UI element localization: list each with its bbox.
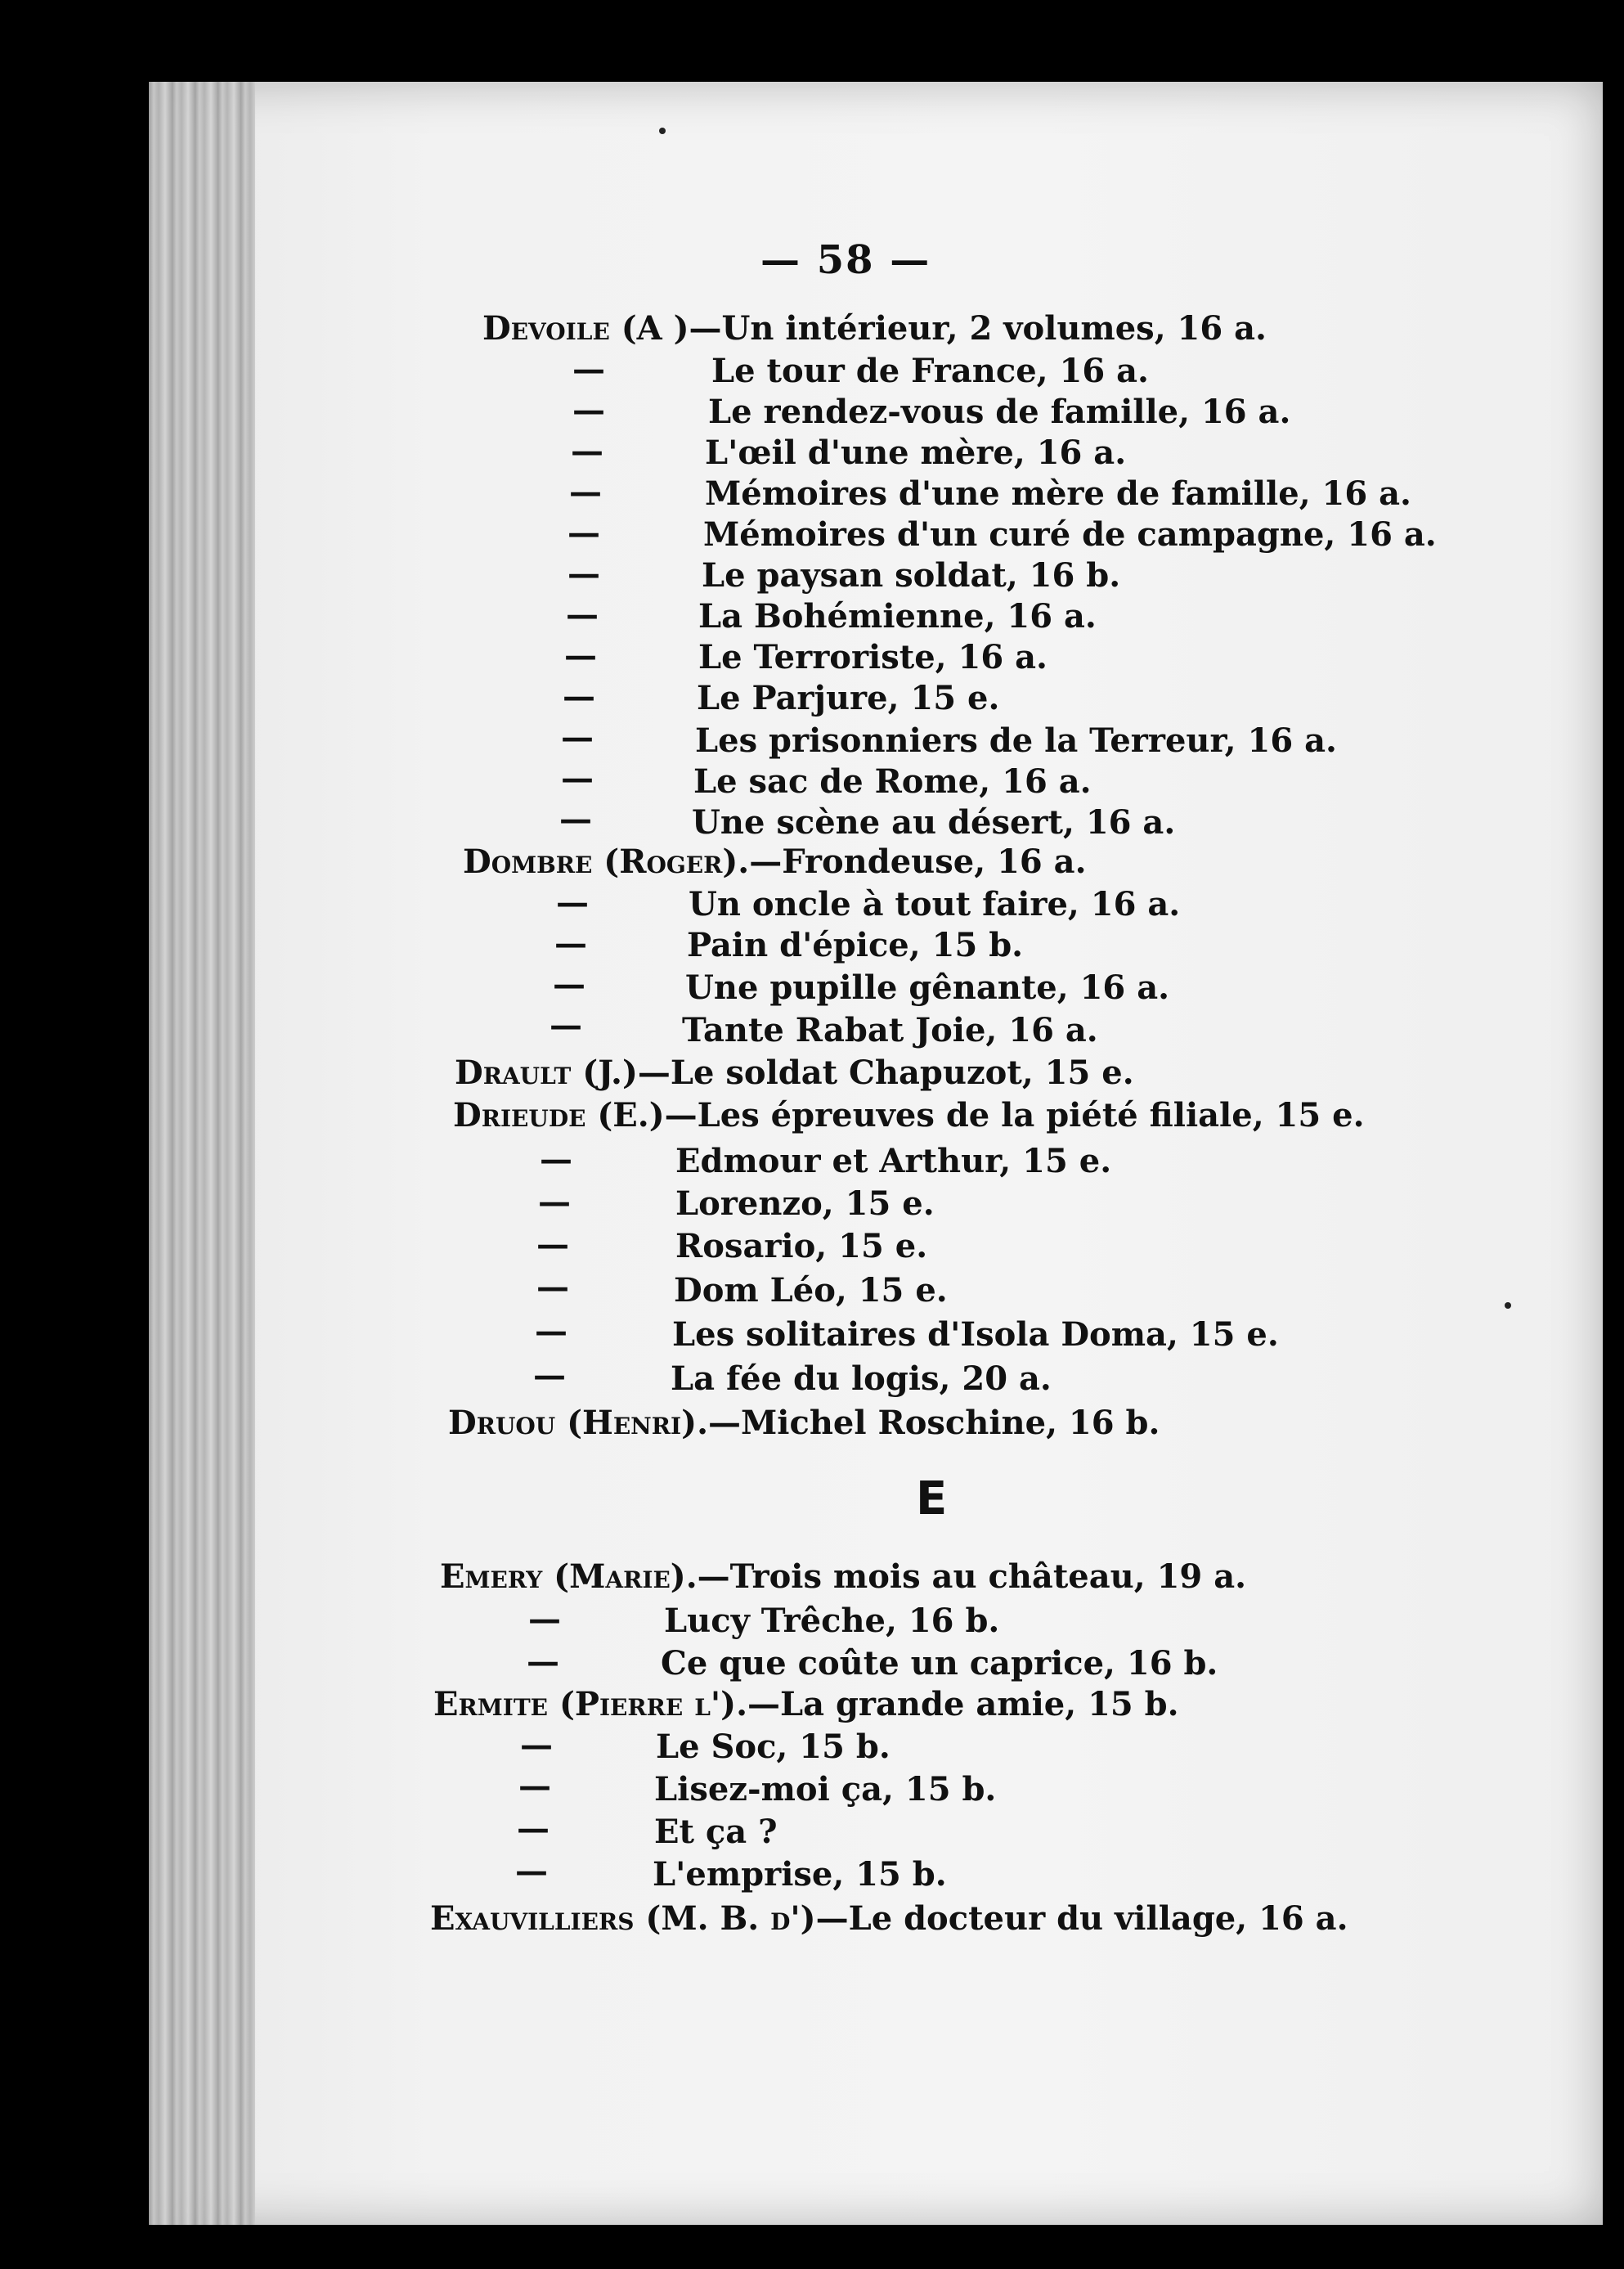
ditto-dash: — (536, 1268, 569, 1306)
catalog-entry (705, 434, 1126, 473)
ditto-dash: — (568, 555, 600, 593)
catalog-entry (697, 679, 999, 718)
ditto-dash: — (538, 1183, 571, 1221)
entry-author: Drault (J.) (455, 1054, 638, 1092)
entry-title: Pain d'épice, 15 b. (687, 926, 1024, 964)
catalog-entry (671, 1359, 1052, 1399)
entry-title: Ce que coûte un caprice, 16 b. (661, 1644, 1218, 1683)
entry-title: —Le docteur du village, 16 a. (815, 1899, 1348, 1938)
ditto-dash: — (553, 965, 585, 1004)
page-number: — 58 — (760, 237, 931, 283)
catalog-entry (654, 1770, 996, 1809)
ditto-dash: — (517, 1809, 550, 1848)
ditto-dash: — (554, 924, 587, 963)
entry-title: Un oncle à tout faire, 16 a. (689, 885, 1181, 923)
catalog-entry (689, 885, 1180, 924)
catalog-entry (672, 1315, 1279, 1355)
ditto-dash: — (564, 636, 597, 675)
catalog-entry (653, 1855, 947, 1894)
ink-speck (1505, 1302, 1511, 1309)
ditto-dash: — (527, 1642, 559, 1681)
entry-title: Lorenzo, 15 e. (675, 1184, 935, 1223)
entry-title: Et ça ? (654, 1813, 778, 1851)
entry-title: La Bohémienne, 16 a. (698, 597, 1097, 636)
catalog-entry (698, 638, 1048, 677)
ditto-dash: — (572, 391, 605, 429)
ink-speck (659, 128, 666, 134)
catalog-entry (661, 1644, 1218, 1683)
ditto-dash: — (561, 718, 594, 757)
entry-title: Edmour et Arthur, 15 e. (675, 1142, 1112, 1180)
entry-title: L'emprise, 15 b. (653, 1855, 947, 1894)
catalog-entry (693, 762, 1092, 802)
ditto-dash: — (515, 1852, 548, 1890)
entry-author: Emery (Marie) (440, 1557, 686, 1596)
catalog-entry (430, 1899, 1348, 1939)
catalog-entry (692, 803, 1175, 842)
entry-title: —Les épreuves de la piété filiale, 15 e. (664, 1096, 1365, 1134)
entry-title: Le paysan soldat, 16 b. (702, 556, 1121, 595)
entry-title: Lucy Trêche, 16 b. (664, 1602, 1000, 1640)
entry-title: —Le soldat Chapuzot, 15 e. (637, 1054, 1134, 1092)
entry-title: .—La grande amie, 15 b. (736, 1685, 1179, 1723)
entry-title: .—Michel Roschine, 16 b. (697, 1404, 1160, 1442)
ditto-dash: — (566, 595, 599, 634)
entry-title: Le tour de France, 16 a. (711, 352, 1149, 390)
catalog-entry (448, 1404, 1160, 1443)
catalog-entry (705, 474, 1411, 514)
entry-title: Le rendez-vous de famille, 16 a. (708, 393, 1291, 431)
ditto-dash: — (561, 759, 594, 798)
entry-title: Tante Rabat Joie, 16 a. (682, 1011, 1098, 1049)
entry-author: Devoile (A ) (482, 309, 689, 348)
entry-title: —Un intérieur, 2 volumes, 16 a. (689, 309, 1267, 348)
entry-title: .—Trois mois au château, 19 a. (685, 1557, 1247, 1596)
entry-title: Mémoires d'un curé de campagne, 16 a. (703, 515, 1437, 554)
entry-title: L'œil d'une mère, 16 a. (705, 434, 1127, 472)
catalog-entry (702, 556, 1120, 595)
catalog-entry (695, 721, 1337, 761)
catalog-entry (675, 1142, 1111, 1181)
catalog-entry (687, 926, 1023, 965)
section-letter: E (916, 1472, 948, 1525)
entry-author: Druou (Henri) (448, 1404, 698, 1442)
ditto-dash: — (571, 432, 603, 470)
entry-title: Rosario, 15 e. (675, 1227, 928, 1265)
ditto-dash: — (559, 800, 592, 838)
entry-title: Mémoires d'une mère de famille, 16 a. (705, 474, 1411, 513)
catalog-entry (482, 309, 1267, 348)
catalog-entry (453, 1096, 1365, 1135)
ditto-dash: — (536, 1225, 569, 1264)
entry-title: Les solitaires d'Isola Doma, 15 e. (672, 1315, 1279, 1354)
catalog-entry (685, 968, 1169, 1008)
catalog-entry (455, 1054, 1134, 1093)
ditto-dash: — (550, 1006, 582, 1045)
ditto-dash: — (568, 514, 600, 552)
catalog-entry (654, 1813, 778, 1852)
catalog-entry (675, 1184, 935, 1224)
entry-author: Ermite (Pierre l') (433, 1685, 737, 1723)
entry-author: Exauvilliers (M. B. d') (430, 1899, 816, 1938)
catalog-entry (675, 1227, 927, 1266)
entry-title: .—Frondeuse, 16 a. (738, 842, 1087, 881)
catalog-entry (708, 393, 1290, 432)
ditto-dash: — (520, 1726, 553, 1764)
ditto-dash: — (563, 677, 595, 716)
catalog-entry (440, 1557, 1246, 1597)
entry-title: Une scène au désert, 16 a. (692, 803, 1176, 842)
ditto-dash: — (569, 473, 602, 511)
ditto-dash: — (540, 1140, 572, 1179)
ditto-dash: — (535, 1312, 568, 1350)
entry-title: Une pupille gênante, 16 a. (685, 968, 1170, 1007)
entry-title: Dom Léo, 15 e. (674, 1271, 948, 1310)
entry-title: Le Parjure, 15 e. (697, 679, 1000, 717)
catalog-entry (664, 1602, 999, 1641)
entry-title: Les prisonniers de la Terreur, 16 a. (695, 721, 1337, 760)
ditto-dash: — (533, 1356, 566, 1395)
catalog-entry (433, 1685, 1179, 1724)
entry-title: La fée du logis, 20 a. (671, 1359, 1052, 1398)
catalog-entry (698, 597, 1097, 636)
catalog-entry (711, 352, 1149, 391)
catalog-entry (703, 515, 1437, 555)
entry-title: Le Soc, 15 b. (656, 1728, 891, 1766)
ditto-dash: — (572, 350, 605, 389)
catalog-entry (682, 1011, 1098, 1050)
ditto-dash: — (528, 1600, 561, 1638)
entry-title: Lisez-moi ça, 15 b. (654, 1770, 997, 1808)
entry-author: Dombre (Roger) (463, 842, 738, 881)
catalog-entry (674, 1271, 948, 1310)
entry-author: Drieude (E.) (453, 1096, 665, 1134)
catalog-entry (463, 842, 1087, 882)
catalog-entry (656, 1728, 891, 1767)
page-spine (149, 82, 255, 2225)
ditto-dash: — (518, 1767, 551, 1805)
entry-title: Le sac de Rome, 16 a. (693, 762, 1092, 801)
ditto-dash: — (556, 883, 589, 922)
entry-title: Le Terroriste, 16 a. (698, 638, 1048, 676)
